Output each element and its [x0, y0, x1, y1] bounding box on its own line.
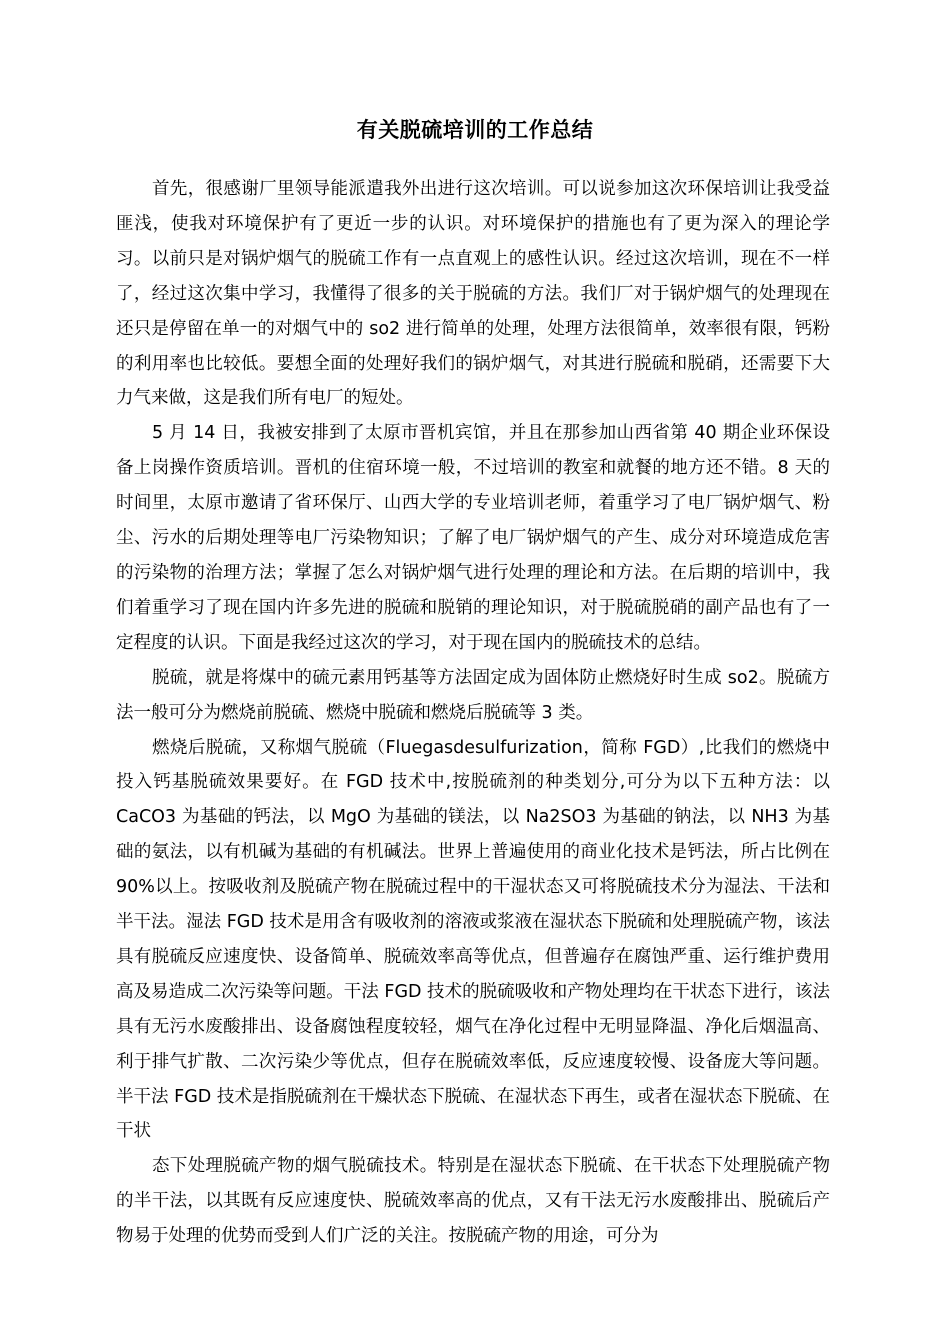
paragraph-training-details: 5 月 14 日，我被安排到了太原市晋机宾馆，并且在那参加山西省第 40 期企业环保设备上岗操作资质培训。晋机的住宿环境一般，不过培训的教室和就餐的地方还不错。8 天的时间里，太原市邀请了省环保厅、山西大学的专业培训老师，着重学习了电厂锅炉烟气、粉尘、污水的后期处理等电厂污染物知识；了解了电厂锅炉烟气的产生、成分对环境造成危害的污染物的治理方法；掌握了怎么对锅炉烟气进行处理的理论和方法。在后期的培训中，我们着重学习了现在国内许多先进的脱硫和脱销的理论知识，对于脱硫脱硝的副产品也有了一定程度的认识。下面是我经过这次的学习，对于现在国内的脱硫技术的总结。 — [116, 423, 830, 653]
paragraph-semi-dry-method: 态下处理脱硫产物的烟气脱硫技术。特别是在湿状态下脱硫、在干状态下处理脱硫产物的半干法，以其既有反应速度快、脱硫效率高的优点，又有干法无污水废酸排出、脱硫后产物易于处理的优势而受到人们广泛的关注。按脱硫产物的用途，可分为 — [116, 1156, 830, 1247]
document-body — [116, 172, 830, 1254]
document-title: 有关脱硫培训的工作总结 — [356, 118, 594, 142]
paragraph-intro: 首先，很感谢厂里领导能派遣我外出进行这次培训。可以说参加这次环保培训让我受益匪浅，使我对环境保护有了更近一步的认识。对环境保护的措施也有了更为深入的理论学习。以前只是对锅炉烟气的脱硫工作有一点直观上的感性认识。经过这次培训，现在不一样了，经过这次集中学习，我懂得了很多的关于脱硫的方法。我们厂对于锅炉烟气的处理现在还只是停留在单一的对烟气中的 so2 进行简单的处理，处理方法很简单，效率很有限，钙粉的利用率也比较低。要想全面的处理好我们的锅炉烟气，对其进行脱硫和脱硝，还需要下大力气来做，这是我们所有电厂的短处。 — [116, 179, 830, 409]
paragraph-fgd-methods: 燃烧后脱硫，又称烟气脱硫（Fluegasdesulfurization，简称 FGD）,比我们的燃烧中投入钙基脱硫效果要好。在 FGD 技术中,按脱硫剂的种类划分,可分为以下五种方法：以 CaCO3 为基础的钙法，以 MgO 为基础的镁法，以 Na2SO3 为基础的钠法，以 NH3 为基础的氨法，以有机碱为基础的有机碱法。世界上普遍使用的商业化技术是钙法，所占比例在 90%以上。按吸收剂及脱硫产物在脱硫过程中的干湿状态又可将脱硫技术分为湿法、干法和半干法。湿法 FGD 技术是用含有吸收剂的溶液或浆液在湿状态下脱硫和处理脱硫产物，该法具有脱硫反应速度快、设备简单、脱硫效率高等优点，但普遍存在腐蚀严重、运行维护费用高及易造成二次污染等问题。干法 FGD 技术的脱硫吸收和产物处理均在干状态下进行，该法具有无污水废酸排出、设备腐蚀程度较轻，烟气在净化过程中无明显降温、净化后烟温高、利于排气扩散、二次污染少等优点，但存在脱硫效率低，反应速度较慢、设备庞大等问题。半干法 FGD 技术是指脱硫剂在干燥状态下脱硫、在湿状态下再生，或者在湿状态下脱硫、在干状 — [116, 737, 830, 1142]
paragraph-desulfurization-definition: 脱硫，就是将煤中的硫元素用钙基等方法固定成为固体防止燃烧好时生成 so2。脱硫方法一般可分为燃烧前脱硫、燃烧中脱硫和燃烧后脱硫等 3 类。 — [116, 667, 830, 723]
